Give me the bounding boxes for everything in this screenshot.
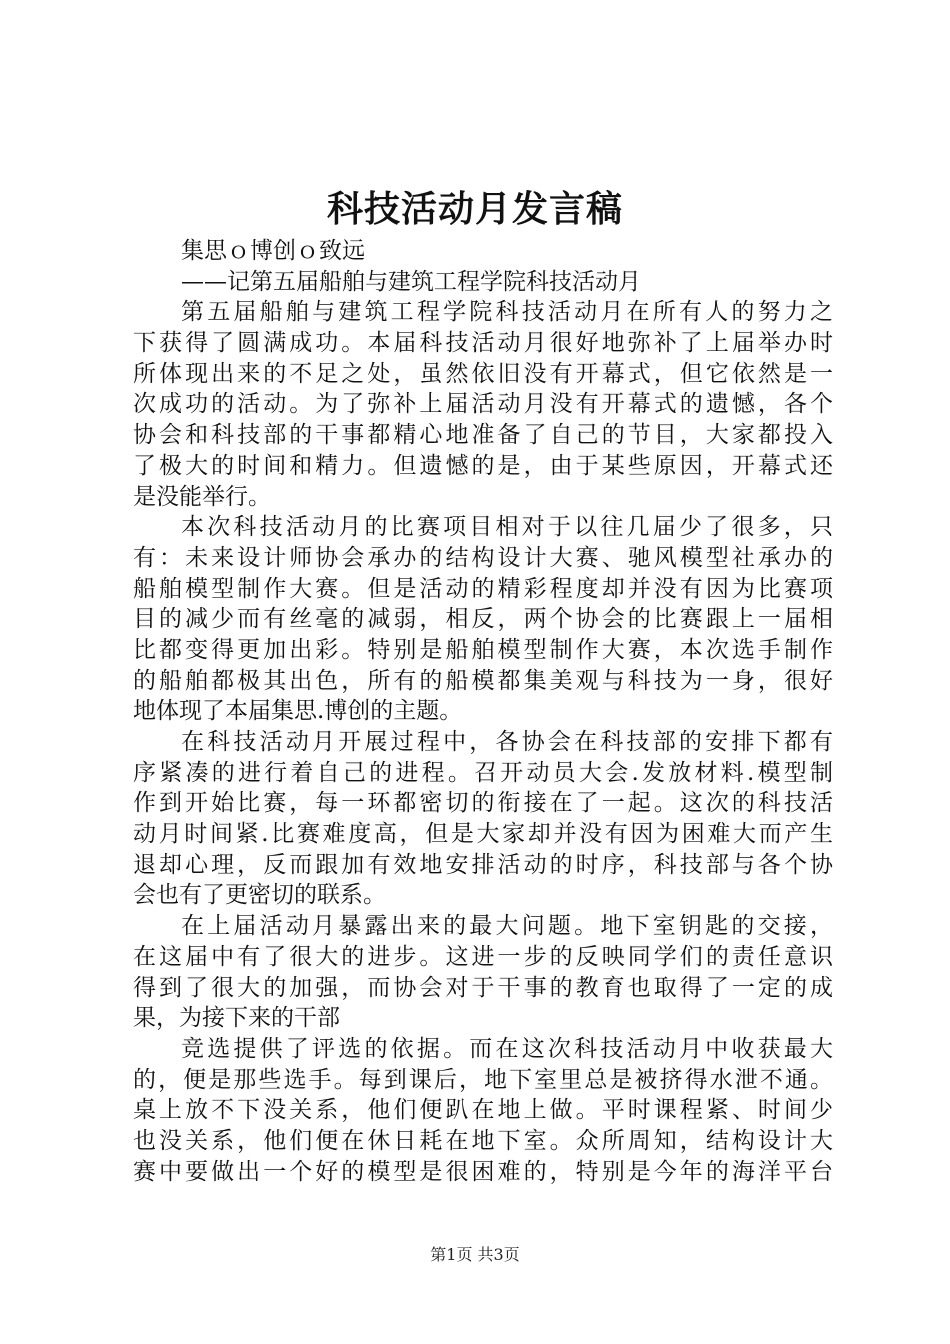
paragraph-4-line: 果，为接下来的干部 xyxy=(133,1005,340,1032)
paragraph-1-line: 所体现出来的不足之处，虽然依旧没有开幕式，但它依然是一 xyxy=(133,360,833,387)
paragraph-5-line: 的，便是那些选手。每到课后，地下室里总是被挤得水泄不通。 xyxy=(133,1066,833,1093)
paragraph-3-line: 在科技活动月开展过程中，各协会在科技部的安排下都有 xyxy=(181,729,833,755)
paragraph-2-line: 比都变得更加出彩。特别是船舶模型制作大赛，本次选手制作 xyxy=(133,636,833,663)
page-number-footer: 第1页 共3页 xyxy=(430,1245,520,1264)
paragraph-1-line: 协会和科技部的干事都精心地准备了自己的节目，大家都投入 xyxy=(133,422,833,449)
paragraph-2-line: 目的减少而有丝毫的减弱，相反，两个协会的比赛跟上一届相 xyxy=(133,606,833,633)
paragraph-1-line: 次成功的活动。为了弥补上届活动月没有开幕式的遗憾，各个 xyxy=(133,391,833,418)
paragraph-3-line: 退却心理，反而跟加有效地安排活动的时序，科技部与各个协 xyxy=(133,851,833,878)
paragraph-1-line: 第五届船舶与建筑工程学院科技活动月在所有人的努力之 xyxy=(181,299,833,326)
paragraph-5-line: 竞选提供了评选的依据。而在这次科技活动月中收获最大 xyxy=(181,1035,833,1062)
document-body xyxy=(133,236,833,1187)
paragraph-4-line: 得到了很大的加强，而协会对于干事的教育也取得了一定的成 xyxy=(133,974,833,1001)
paragraph-2-line: 有：未来设计师协会承办的结构设计大赛、驰风模型社承办的 xyxy=(133,544,833,571)
paragraph-3-line: 序紧凑的进行着自己的进程。召开动员大会.发放材料.模型制 xyxy=(133,759,833,786)
paragraph-3-line: 动月时间紧.比赛难度高，但是大家却并没有因为困难大而产生 xyxy=(133,821,833,848)
paragraph-2-line: 的船舶都极其出色，所有的船模都集美观与科技为一身，很好 xyxy=(133,667,833,694)
paragraph-1-line: 是没能举行。 xyxy=(133,483,271,510)
paragraph-1-line: 了极大的时间和精力。但遗憾的是，由于某些原因，开幕式还 xyxy=(133,452,833,479)
paragraph-2-line: 地体现了本届集思.博创的主题。 xyxy=(133,698,463,725)
motto-line: 集思ｏ博创ｏ致远 xyxy=(181,238,365,264)
document-title: 科技活动月发言稿 xyxy=(326,188,623,230)
paragraph-2-line: 船舶模型制作大赛。但是活动的精彩程度却并没有因为比赛项 xyxy=(133,575,833,602)
paragraph-1-line: 下获得了圆满成功。本届科技活动月很好地弥补了上届举办时 xyxy=(133,330,833,357)
paragraph-5-line: 也没关系，他们便在休日耗在地下室。众所周知，结构设计大 xyxy=(133,1127,833,1154)
paragraph-5-line: 桌上放不下没关系，他们便趴在地上做。平时课程紧、时间少 xyxy=(133,1097,833,1124)
paragraph-4-line: 在这届中有了很大的进步。这进一步的反映同学们的责任意识 xyxy=(133,943,833,970)
subtitle-line: ——记第五届船舶与建筑工程学院科技活动月 xyxy=(181,268,641,295)
paragraph-3-line: 会也有了更密切的联系。 xyxy=(133,882,386,909)
paragraph-4-line: 在上届活动月暴露出来的最大问题。地下室钥匙的交接， xyxy=(181,913,833,940)
paragraph-5-line: 赛中要做出一个好的模型是很困难的，特别是今年的海洋平台 xyxy=(133,1158,833,1185)
paragraph-3-line: 作到开始比赛，每一环都密切的衔接在了一起。这次的科技活 xyxy=(133,790,833,817)
paragraph-2-line: 本次科技活动月的比赛项目相对于以往几届少了很多，只 xyxy=(181,514,833,541)
